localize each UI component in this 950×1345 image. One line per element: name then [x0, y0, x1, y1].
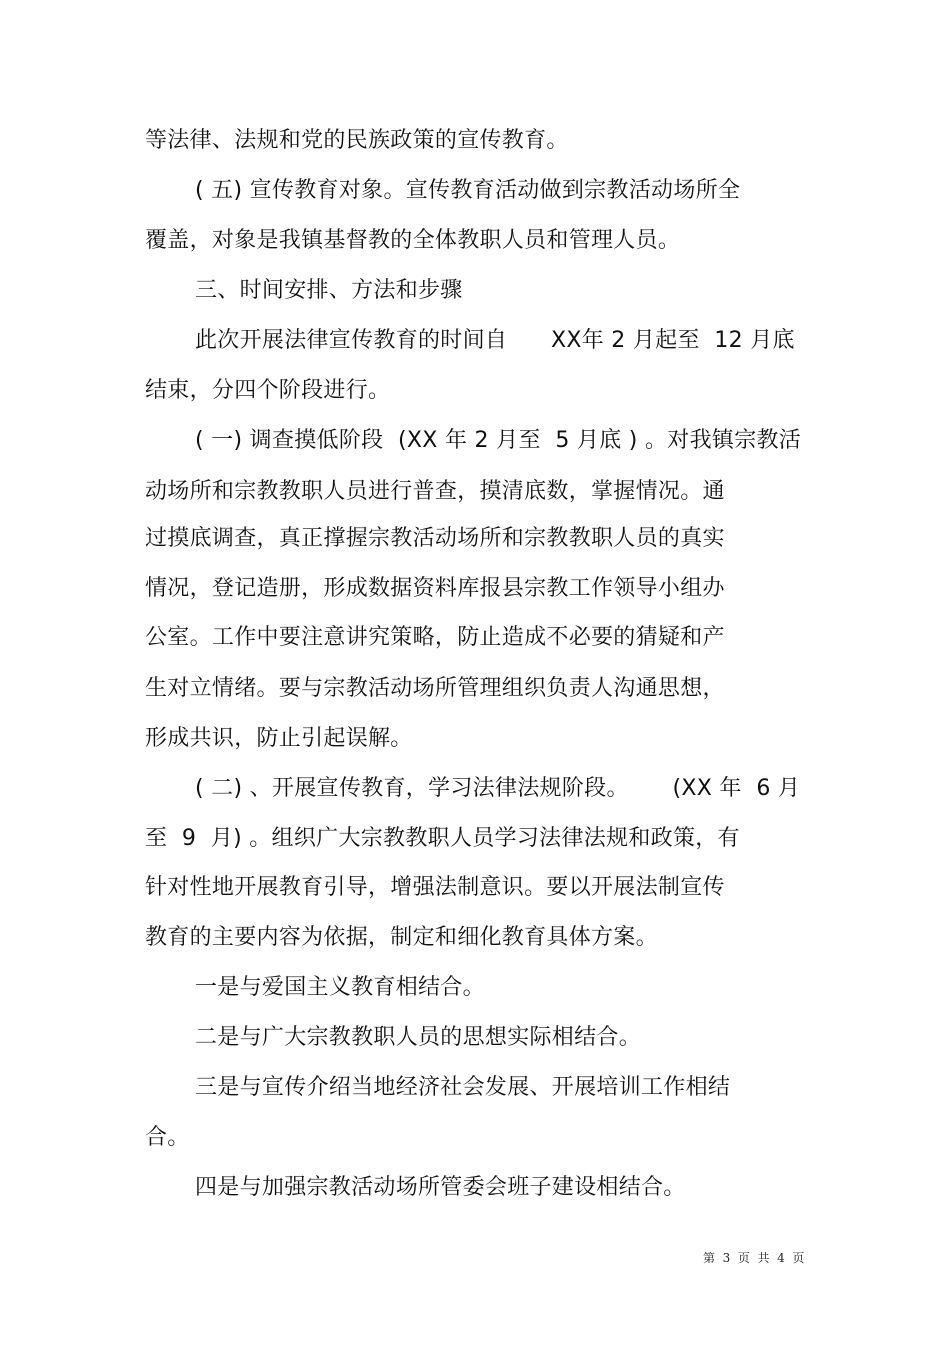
text-line: 教育的主要内容为依据，制定和细化教育具体方案。: [145, 925, 658, 950]
text-line: 四是与加强宗教活动场所管委会班子建设相结合。: [195, 1175, 686, 1200]
text-line: 覆盖，对象是我镇基督教的全体教职人员和管理人员。: [145, 228, 681, 253]
text-line: 一是与爱国主义教育相结合。: [195, 975, 485, 1000]
text-line: ( 二) 、开展宣传教育，学习法律法规阶段。 (XX 年 6 月: [195, 776, 801, 801]
text-line: 至 9 月) 。组织广大宗教教职人员学习法律法规和政策，有: [145, 826, 740, 851]
text-line: ( 一) 调查摸低阶段 (XX 年 2 月至 5 月底 ) 。对我镇宗教活: [195, 428, 802, 453]
text-line: 动场所和宗教教职人员进行普查，摸清底数，掌握情况。通: [145, 479, 725, 504]
text-line: 二是与广大宗教教职人员的思想实际相结合。: [195, 1025, 642, 1050]
text-line: 过摸底调查，真正撑握宗教活动场所和宗教教职人员的真实: [145, 526, 725, 551]
text-line: 情况，登记造册，形成数据资料库报县宗教工作领导小组办: [145, 576, 725, 601]
text-line: 公室。工作中要注意讲究策略，防止造成不必要的猜疑和产: [145, 625, 725, 650]
page-number-footer: 第 3 页 共 4 页: [703, 1251, 805, 1265]
text-line: 合。: [145, 1125, 190, 1150]
text-line: 三是与宣传介绍当地经济社会发展、开展培训工作相结: [195, 1075, 731, 1100]
section-heading: 三、时间安排、方法和步骤: [195, 278, 463, 303]
text-line: 形成共识，防止引起误解。: [145, 726, 413, 751]
text-line: 针对性地开展教育引导，增强法制意识。要以开展法制宣传: [145, 875, 725, 900]
text-line: ( 五) 宣传教育对象。宣传教育活动做到宗教活动场所全: [195, 178, 741, 203]
text-line: 结束，分四个阶段进行。: [145, 378, 391, 403]
text-line: 生对立情绪。要与宗教活动场所管理组织负责人沟通思想，: [145, 676, 725, 701]
text-line: 此次开展法律宣传教育的时间自 XX年 2 月起至 12 月底: [195, 328, 795, 353]
text-line: 等法律、法规和党的民族政策的宣传教育。: [145, 128, 569, 153]
